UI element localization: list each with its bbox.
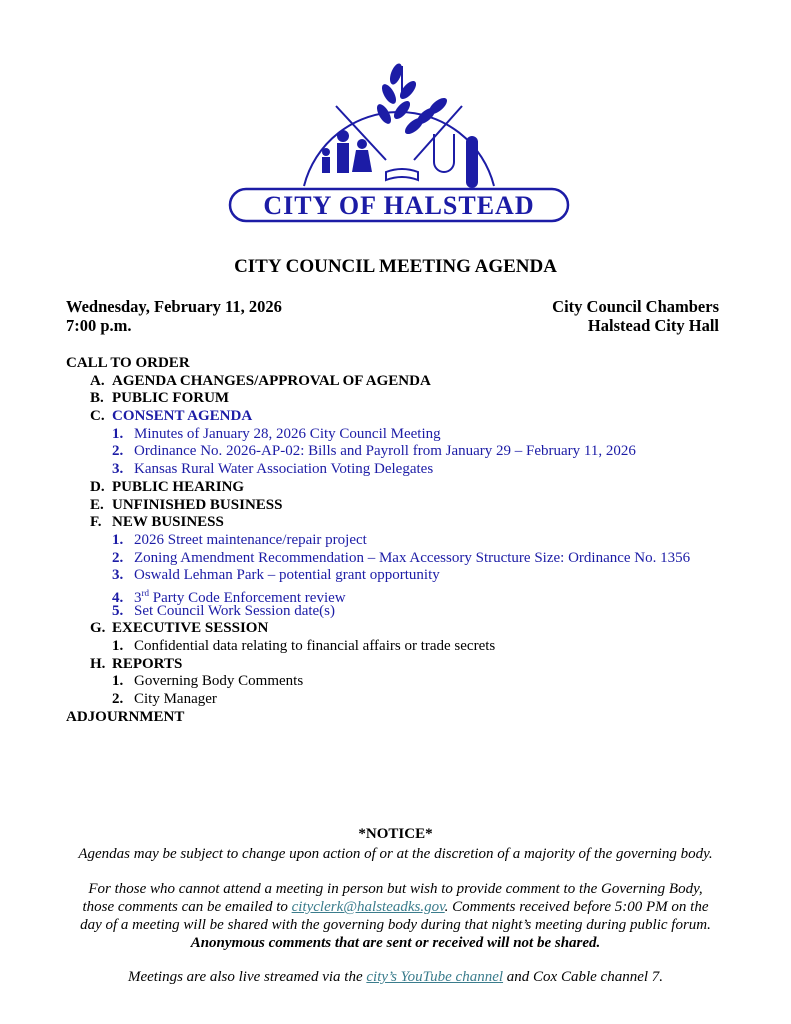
agenda-section (66, 390, 690, 408)
section-title: REPORTS (112, 655, 183, 672)
agenda-item (66, 673, 690, 691)
item-text: Kansas Rural Water Association Voting Delegates (134, 461, 434, 478)
meeting-date: Wednesday, February 11, 2026 (66, 297, 282, 316)
agenda-list (66, 355, 690, 726)
agenda-item: 4. 3rd Party Code Enforcement review (112, 587, 346, 606)
item-text: Governing Body Comments (134, 673, 304, 690)
agenda-item (66, 603, 690, 621)
notice-line: Agendas may be subject to change upon action of or at the discretion of a majority of the governing body. (78, 846, 713, 862)
item-number: 1. (112, 425, 124, 442)
item-text: Zoning Amendment Recommendation – Max Accessory Structure Size: Ordinance No. 1356 (134, 549, 691, 566)
meeting-building: Halstead City Hall (587, 316, 719, 335)
agenda-item (66, 638, 690, 656)
agenda-item (66, 550, 690, 568)
section-letter: B. (90, 390, 104, 407)
agenda-item (66, 691, 690, 709)
item-text: 2026 Street maintenance/repair project (134, 531, 367, 548)
item-number: 3. (112, 567, 124, 584)
section-title: EXECUTIVE SESSION (112, 620, 269, 637)
item-text: Minutes of January 28, 2026 City Council Meeting (134, 425, 441, 442)
email-link[interactable]: cityclerk@halsteadks.gov (291, 899, 445, 915)
agenda-item (66, 567, 690, 585)
agenda-section (66, 497, 690, 515)
agenda-section (66, 620, 690, 638)
notice-heading: *NOTICE* (358, 826, 433, 842)
section-letter: F. (90, 514, 102, 531)
section-title: UNFINISHED BUSINESS (112, 496, 283, 513)
section-letter: E. (90, 496, 104, 513)
agenda-item (66, 532, 690, 550)
section-title: PUBLIC FORUM (112, 390, 230, 407)
agenda-section (66, 514, 690, 532)
item-text: Ordinance No. 2026-AP-02: Bills and Payroll from January 29 – February 11, 2026 (134, 443, 636, 460)
svg-text:CITY OF HALSTEAD: CITY OF HALSTEAD (263, 191, 535, 220)
youtube-link[interactable]: city’s YouTube channel (366, 969, 504, 985)
meeting-time: 7:00 p.m. (66, 316, 132, 335)
meeting-room: City Council Chambers (552, 297, 719, 316)
agenda-section (66, 408, 690, 426)
agenda-section (66, 656, 690, 674)
agenda-item (66, 461, 690, 479)
item-number: 1. (112, 531, 124, 548)
section-title: NEW BUSINESS (112, 514, 224, 531)
comment-paragraph: For those who cannot attend a meeting in person but wish to provide comment to the Governing Body, those comments can be emailed to cityclerk@halsteadks.gov. Comments received before 5:00 PM on the day of a meeting will be shared with the governing body during that night’s meeting during public forum. Anonymous comments that are sent or received will not be shared. (0, 880, 791, 952)
section-letter: G. (90, 620, 106, 637)
item-number: 2. (112, 549, 124, 566)
section-title: AGENDA CHANGES/APPROVAL OF AGENDA (112, 372, 431, 389)
page-title: CITY COUNCIL MEETING AGENDA (234, 256, 557, 277)
item-text: Party Code Enforcement review (149, 589, 346, 606)
item-number: 3. (112, 461, 124, 478)
item-number: 2. (112, 691, 124, 708)
anonymous-notice: Anonymous comments that are sent or received will not be shared. (190, 935, 601, 951)
section-letter: C. (90, 408, 105, 425)
item-text: Oswald Lehman Park – potential grant opportunity (134, 567, 440, 584)
adjournment: ADJOURNMENT (66, 708, 185, 725)
agenda-item (66, 426, 690, 444)
item-number: 2. (112, 443, 124, 460)
agenda-section (66, 373, 690, 391)
item-number: 1. (112, 638, 124, 654)
call-to-order: CALL TO ORDER (66, 355, 190, 371)
section-letter: H. (90, 655, 106, 672)
city-of-halstead-logo (226, 44, 572, 224)
section-letter: D. (90, 478, 105, 495)
item-text: Set Council Work Session date(s) (134, 602, 335, 619)
item-text: City Manager (134, 691, 217, 708)
item-text: Confidential data relating to financial affairs or trade secrets (134, 638, 496, 654)
livestream-line: Meetings are also live streamed via the city’s YouTube channel and Cox Cable channel 7. (127, 969, 664, 985)
meeting-datetime (66, 297, 282, 335)
section-letter: A. (90, 372, 105, 389)
item-number: 1. (112, 673, 124, 690)
item-number: 5. (112, 602, 124, 619)
agenda-item (66, 443, 690, 461)
item-number: 4. (112, 589, 124, 606)
meeting-location (552, 297, 719, 335)
section-title: PUBLIC HEARING (112, 478, 245, 495)
section-title: CONSENT AGENDA (112, 408, 253, 425)
agenda-section (66, 479, 690, 497)
